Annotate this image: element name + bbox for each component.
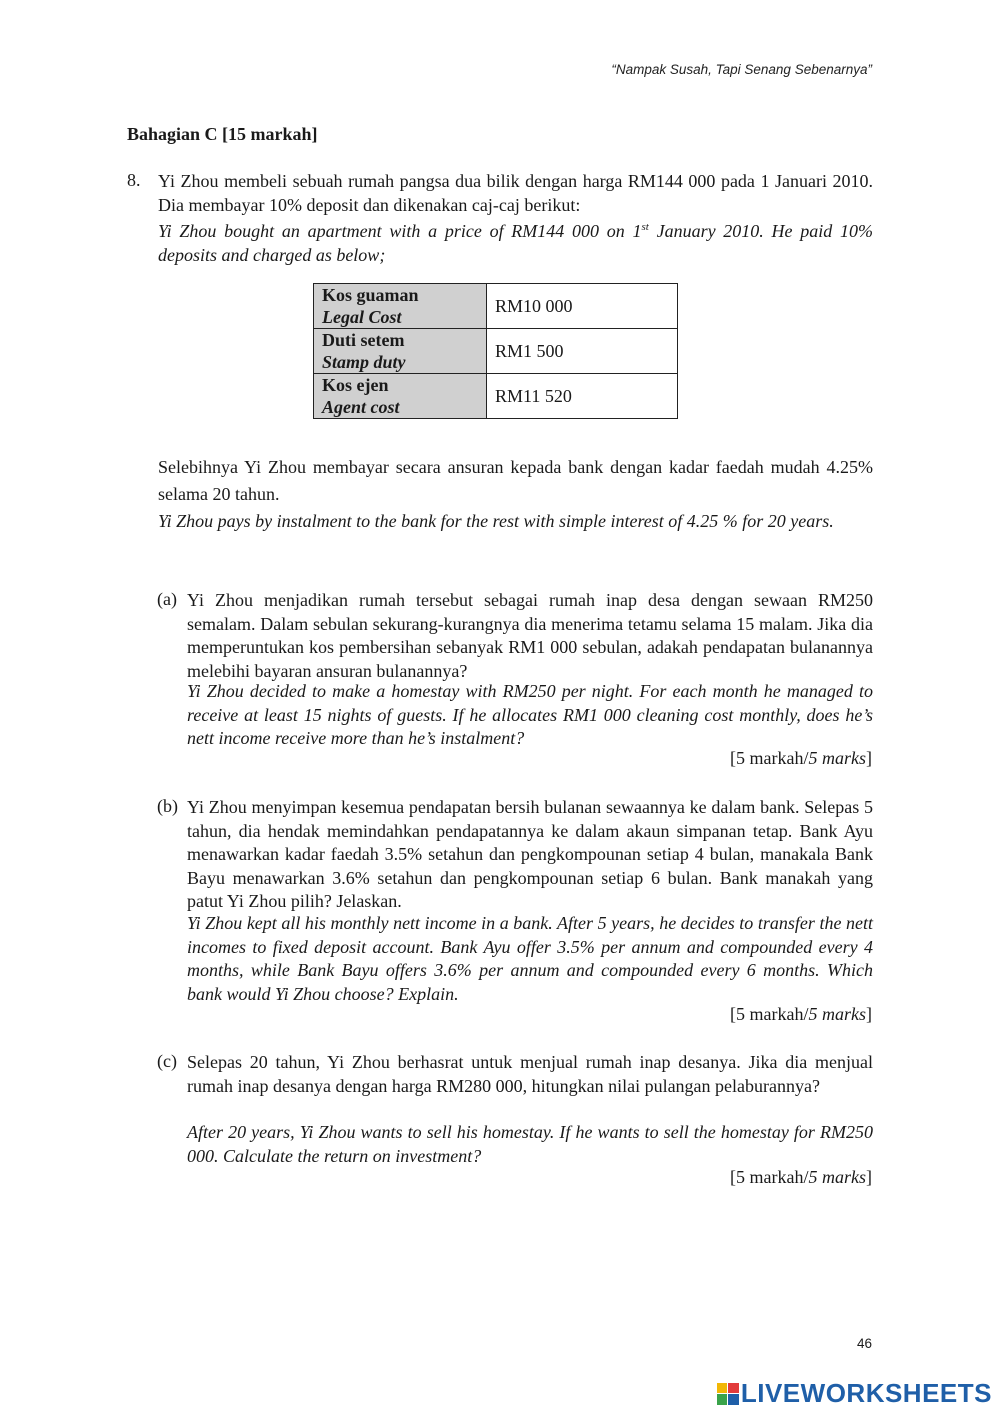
part-c-marks: [5 markah/5 marks] [730, 1167, 872, 1187]
part-c-ms: Selepas 20 tahun, Yi Zhou berhasrat untuk menjual rumah inap desanya. Jika dia menjual rumah inap desanya dengan harga RM280 000, hitungkan nilai pulangan pelaburannya? [187, 1052, 873, 1096]
cost-label: Duti setem Stamp duty [314, 329, 487, 374]
table-row [314, 329, 678, 374]
part-a-label: (a) [157, 589, 177, 609]
table-row [314, 284, 678, 329]
part-b-label: (b) [157, 796, 178, 816]
cost-value: RM10 000 [487, 284, 678, 329]
part-c-en: After 20 years, Yi Zhou wants to sell his homestay. If he wants to sell the homestay for RM250 000. Calculate the return on investment? [187, 1122, 873, 1166]
cost-value: RM11 520 [487, 374, 678, 419]
part-a-marks: [5 markah/5 marks] [730, 748, 872, 768]
question-number: 8. [127, 170, 141, 190]
page-number: 46 [856, 1336, 872, 1351]
question-intro-ms: Yi Zhou membeli sebuah rumah pangsa dua bilik dengan harga RM144 000 pada 1 Januari 2010. Dia membayar 10% deposit dan dikenakan caj-caj berikut: [158, 171, 873, 215]
question-intro-en: Yi Zhou bought an apartment with a price of RM144 000 on 1st January 2010. He paid 10% deposits and charged as below; [158, 221, 873, 265]
cost-label: Kos guaman Legal Cost [314, 284, 487, 329]
part-b-en: Yi Zhou kept all his monthly nett income in a bank. After 5 years, he decides to transfer the nett incomes to fixed deposit account. Bank Ayu offer 3.5% per annum and compounded every 4 months, while Bank Bayu offers 3.6% per annum and compounded every 6 months. Which bank would Yi Zhou choose? Explain. [187, 913, 873, 1004]
rest-payment-ms: Selebihnya Yi Zhou membayar secara ansuran kepada bank dengan kadar faedah mudah 4.25% selama 20 tahun. [158, 457, 873, 504]
header-quote: “Nampak Susah, Tapi Senang Sebenarnya” [611, 62, 872, 77]
liveworksheets-brand[interactable] [717, 1378, 992, 1409]
cost-value: RM1 500 [487, 329, 678, 374]
table-row [314, 374, 678, 419]
rest-payment-en: Yi Zhou pays by instalment to the bank for the rest with simple interest of 4.25 % for 20 years. [158, 511, 834, 531]
part-a-en: Yi Zhou decided to make a homestay with RM250 per night. For each month he managed to receive at least 15 nights of guests. If he allocates RM1 000 cleaning cost monthly, does he’s nett income receive more than he’s instalment? [187, 681, 873, 748]
cost-table [313, 283, 678, 419]
liveworksheets-logo-icon [717, 1383, 739, 1405]
section-title: Bahagian C [15 markah] [127, 124, 318, 144]
brand-text: LIVEWORKSHEETS [740, 1378, 992, 1408]
cost-label: Kos ejen Agent cost [314, 374, 487, 419]
part-a-ms: Yi Zhou menjadikan rumah tersebut sebagai rumah inap desa dengan sewaan RM250 semalam. Dalam sebulan sekurang-kurangnya dia menerima tetamu selama 15 malam. Jika dia memperuntukan kos pembersihan sebanyak RM1 000 sebulan, adakah pendapatan bulanannya melebihi bayaran ansuran bulanannya? [187, 590, 873, 681]
part-b-ms: Yi Zhou menyimpan kesemua pendapatan bersih bulanan sewaannya ke dalam bank. Selepas 5 tahun, dia hendak memindahkan pendapatannya ke dalam akaun simpanan tetap. Bank Ayu menawarkan kadar faedah 3.5% setahun dan pengkompounan setiap 4 bulan, manakala Bank Bayu menawarkan 3.6% setahun dan pengkompounan setiap 6 bulan. Bank manakah yang patut Yi Zhou pilih? Jelaskan. [187, 797, 873, 911]
part-c-label: (c) [157, 1051, 177, 1071]
part-b-marks: [5 markah/5 marks] [730, 1004, 872, 1024]
